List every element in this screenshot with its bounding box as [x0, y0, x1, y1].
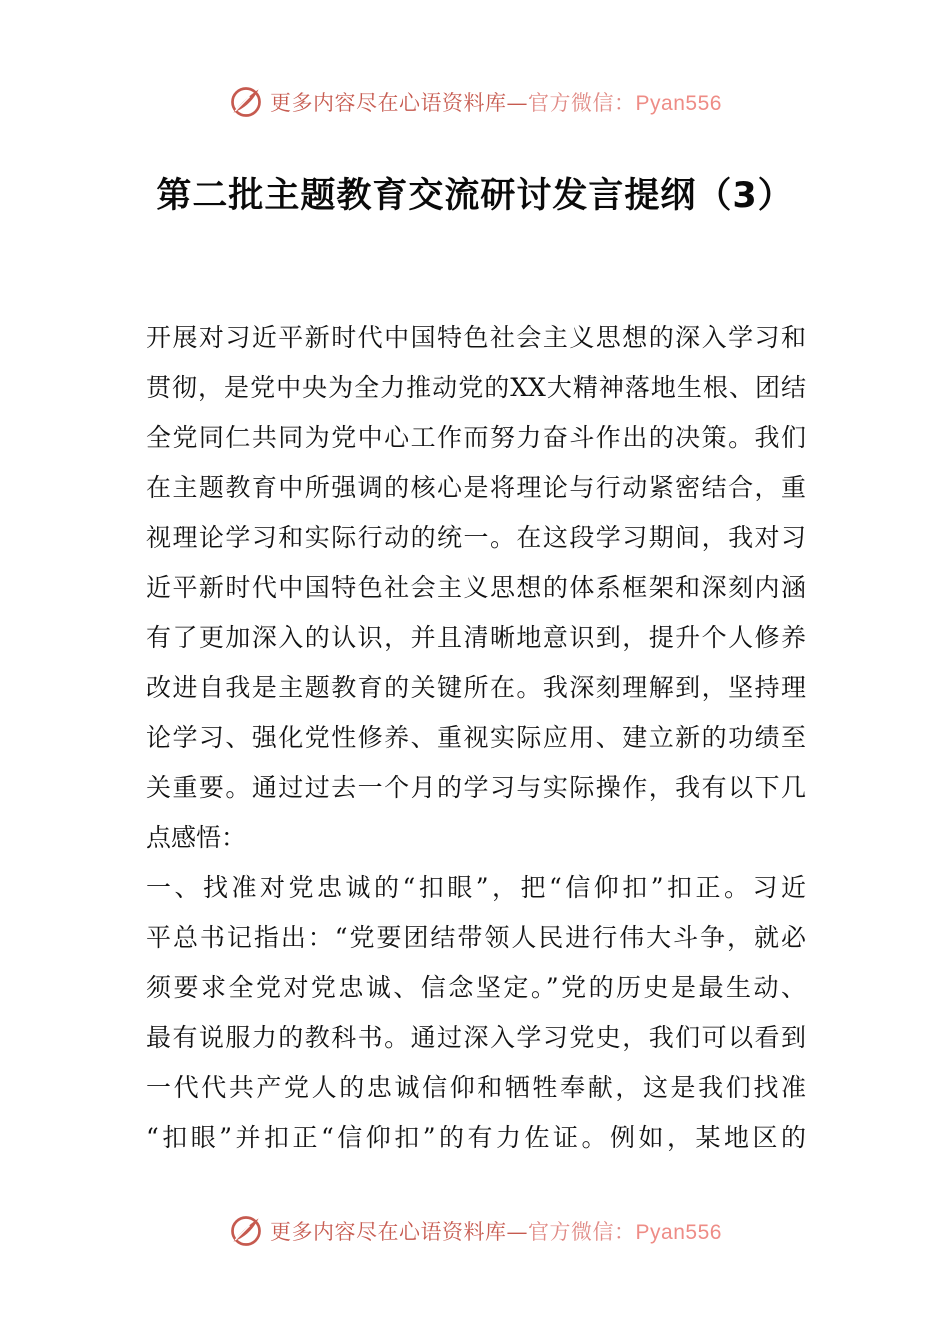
body-line: 点感悟：: [146, 823, 247, 852]
body-line: 全党同仁共同为党中心工作而努力奋斗作出的决策。我们: [146, 423, 806, 452]
body-line: 近平新时代中国特色社会主义思想的体系框架和深刻内涵: [146, 573, 806, 602]
body-line: 须要求全党对党忠诚、信念坚定。”党的历史是最生动、: [146, 973, 806, 1002]
quill-logo-icon: [228, 84, 264, 120]
body-line: 贯彻，是党中央为全力推动党的XX大精神落地生根、团结: [146, 373, 806, 402]
body-line: 最有说服力的教科书。通过深入学习党史，我们可以看到: [146, 1023, 806, 1052]
body-line: 一、找准对党忠诚的“扣眼”，把“信仰扣”扣正。习近: [146, 873, 806, 902]
body-line: 关重要。通过过去一个月的学习与实际操作，我有以下几: [146, 773, 806, 802]
quill-logo-icon: [228, 1213, 264, 1249]
body-line: 有了更加深入的认识，并且清晰地意识到，提升个人修养: [146, 623, 806, 652]
banner-text: 更多内容尽在心语资料库—官方微信：Pyan556: [270, 1220, 722, 1244]
body-line: 一代代共产党人的忠诚信仰和牺牲奉献，这是我们找准: [146, 1073, 806, 1102]
body-line: 开展对习近平新时代中国特色社会主义思想的深入学习和: [146, 323, 806, 352]
body-line: 论学习、强化党性修养、重视实际应用、建立新的功绩至: [146, 723, 806, 752]
body-line: 在主题教育中所强调的核心是将理论与行动紧密结合，重: [146, 473, 806, 502]
footer-banner: [0, 1211, 950, 1251]
page-title: 第二批主题教育交流研讨发言提纲（3）: [156, 176, 794, 216]
body-line: 视理论学习和实际行动的统一。在这段学习期间，我对习: [146, 523, 806, 552]
document-body: [146, 313, 806, 1163]
body-line: 平总书记指出：“党要团结带领人民进行伟大斗争，就必: [146, 923, 806, 952]
body-line: 改进自我是主题教育的关键所在。我深刻理解到，坚持理: [146, 673, 806, 702]
header-banner: [0, 82, 950, 122]
body-line: “扣眼”并扣正“信仰扣”的有力佐证。例如，某地区的: [146, 1123, 806, 1152]
banner-text: 更多内容尽在心语资料库—官方微信：Pyan556: [270, 91, 722, 115]
